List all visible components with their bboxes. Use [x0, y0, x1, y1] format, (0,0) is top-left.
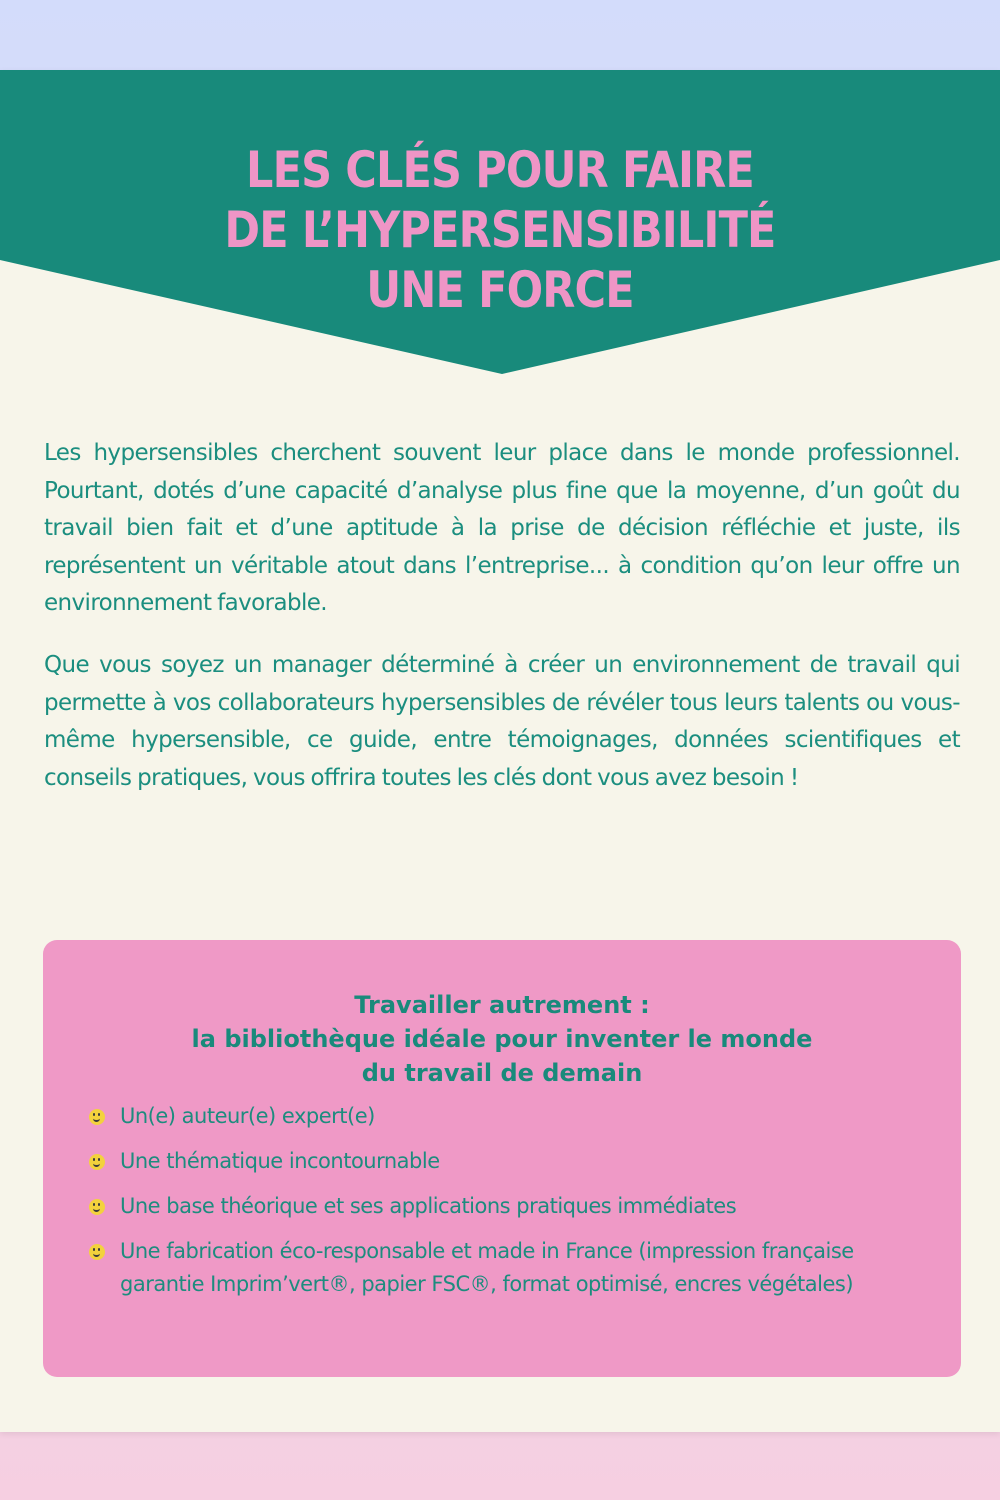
collection-title-line-3: du travail de demain [361, 1059, 643, 1087]
collection-title-line-1: Travailler autrement : [354, 991, 650, 1019]
feature-text: Une fabrication éco-responsable et made in France (impression française garantie Imprim’vert®, papier FSC®, format optimisé, encres végétales) [120, 1239, 854, 1296]
smiley-icon [89, 1199, 105, 1215]
feature-text: Une base théorique et ses applications pratiques immédiates [120, 1194, 737, 1218]
list-item [89, 1100, 889, 1133]
collection-title-line-2: la bibliothèque idéale pour inventer le monde [191, 1025, 813, 1053]
list-item [89, 1235, 889, 1301]
description [44, 435, 960, 821]
list-item [89, 1190, 889, 1223]
list-item [89, 1145, 889, 1178]
smiley-icon [89, 1154, 105, 1170]
feature-text: Un(e) auteur(e) expert(e) [120, 1104, 375, 1128]
back-cover [0, 70, 1000, 1432]
cover-title [70, 140, 930, 320]
collection-title [43, 988, 961, 1090]
title-line-1: LES CLÉS POUR FAIRE [246, 141, 754, 199]
smiley-icon [89, 1244, 105, 1260]
collection-info-box [43, 940, 961, 1377]
title-line-2: DE L’HYPERSENSIBILITÉ [224, 201, 776, 259]
feature-text: Une thématique incontournable [120, 1149, 440, 1173]
feature-list [89, 1100, 889, 1313]
title-line-3: UNE FORCE [366, 261, 634, 319]
description-paragraph-2: Que vous soyez un manager déterminé à créer un environnement de travail qui permette à vos collaborateurs hypersensibles de révéler tous leurs talents ou vous-même hypersensible, ce guide, entre témoignages, données scientifiques et conseils pratiques, vous offrira toutes les clés dont vous avez besoin ! [44, 651, 960, 791]
smiley-icon [89, 1109, 105, 1125]
description-paragraph-1: Les hypersensibles cherchent souvent leur place dans le monde professionnel. Pourtant, dotés d’une capacité d’analyse plus fine que la moyenne, d’un goût du travail bien fait et d’une aptitude à la prise de décision réfléchie et juste, ils représentent un véritable atout dans l’entreprise... à condition qu’on leur offre un environnement favorable. [44, 440, 960, 617]
